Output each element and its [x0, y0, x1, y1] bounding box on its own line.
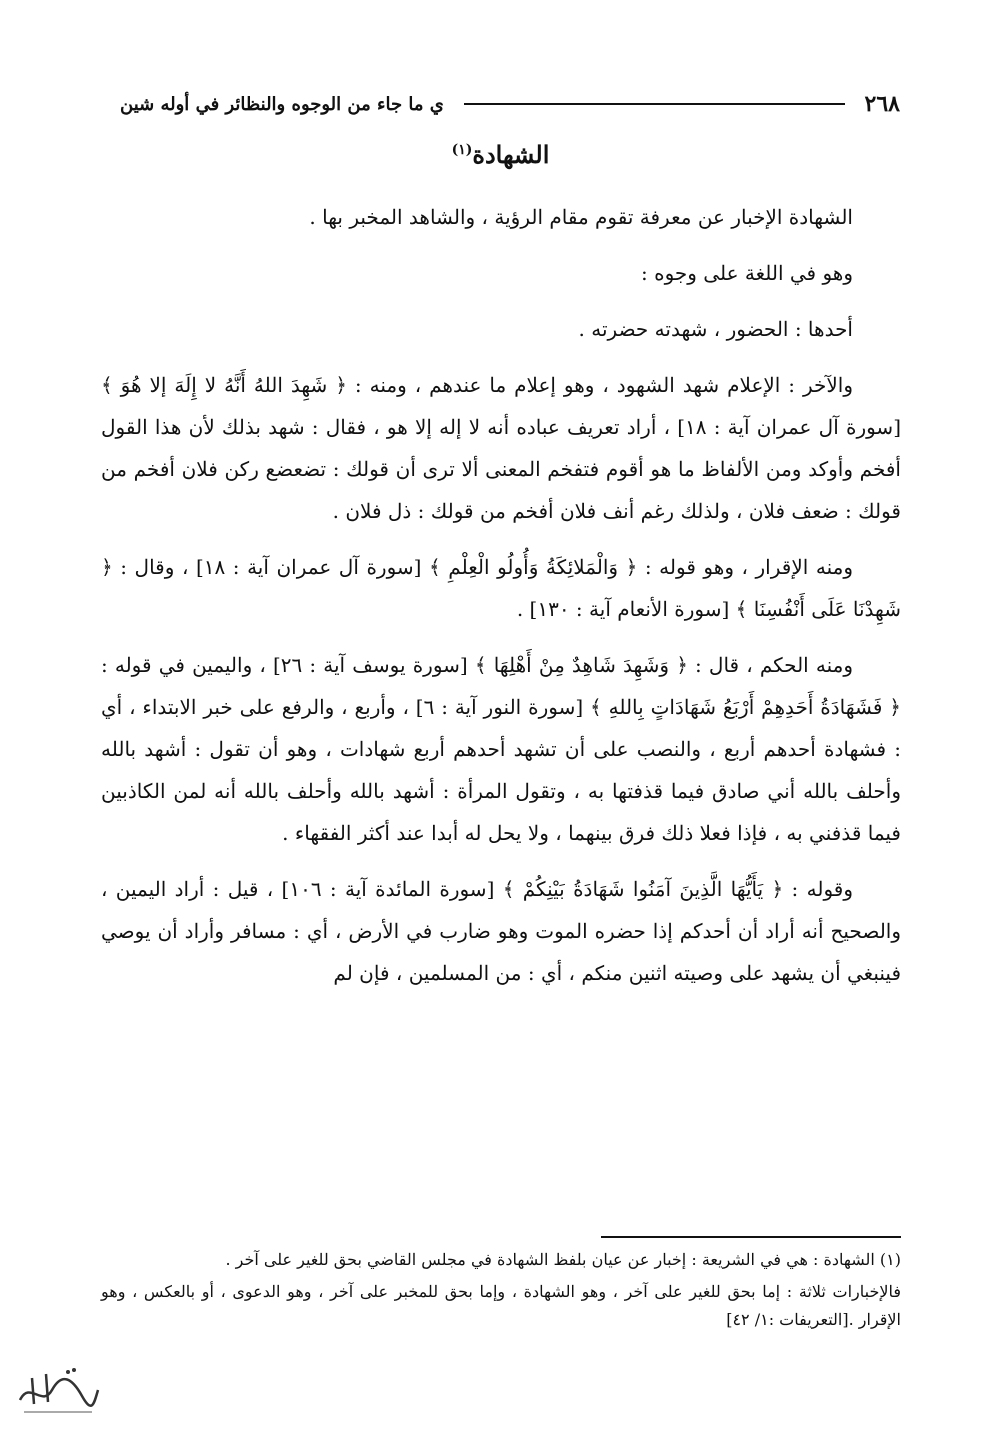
footnote-marker: (١): [451, 142, 473, 158]
page-header: [120, 84, 900, 124]
paragraph-verse-maidah: وقوله : ﴿ يَأَيُّهَا الَّذِينَ آمَنُوا شَهَادَةُ بَيْنِكُمْ ﴾ [سورة المائدة آية : ١٠٦] ، قيل : أراد اليمين ، والصحيح أنه أراد أن أحدكم إذا حضره الموت وهو ضارب في الأرض ، أي : مسافر وأراد أن يوصي فينبغي أن يشهد على وصيته اثنين منكم ، أي : من المسلمين ، فإن لم: [101, 877, 901, 985]
paragraph-meaning-informing: والآخر : الإعلام شهد الشهود ، وهو إعلام ما عندهم ، ومنه : ﴿ شَهِدَ اللهُ أَنَّهُ لا إِلَهَ إلا هُوَ ﴾ [سورة آل عمران آية : ١٨] ، أراد تعريف عباده أنه لا إله إلا هو ، فقال : شهد بذلك لأن هذا القول أفخم وأوكد ومن الألفاظ ما هو أقوم فتفخم المعنى ألا ترى أن قولك : تضعضع ركن فلان أفخم من قولك : ضعف فلان ، ولذلك رغم أنف فلان أفخم من قولك : ذل فلان .: [101, 373, 901, 523]
footnote-divider: [601, 1236, 901, 1238]
footnotes: [101, 1246, 901, 1338]
paragraph-meanings-intro: وهو في اللغة على وجوه :: [641, 261, 853, 285]
section-title: [0, 140, 1001, 169]
paragraph-meaning-presence: أحدها : الحضور ، شهدته حضرته .: [578, 317, 853, 341]
logo-graphic: [12, 1360, 102, 1420]
paragraph-meaning-judgment: ومنه الحكم ، قال : ﴿ وَشَهِدَ شَاهِدٌ مِنْ أَهْلِهَا ﴾ [سورة يوسف آية : ٢٦] ، واليمين في قوله : ﴿ فَشَهَادَةُ أَحَدِهِمْ أَرْبَعُ شَهَادَاتٍ بِاللهِ ﴾ [سورة النور آية : ٦] ، وأربع ، والرفع على خبر الابتداء ، أي : فشهادة أحدهم أربع ، والنصب على أن تشهد أحدهم أربع شهادات ، وهو أن تقول : أشهد بالله وأحلف بالله أني صادق فيما قذفتها به ، وتقول المرأة : أشهد بالله وأحلف بالله أنه لمن الكاذبين فيما قذفني به ، فإذا فعلا ذلك فرق بينهما ، ولا يحل له أبدا عند أكثر الفقهاء .: [101, 653, 901, 845]
header-rule: [464, 103, 845, 105]
running-title: ي ما جاء من الوجوه والنظائر في أوله شين: [120, 93, 444, 115]
paragraph-definition: الشهادة الإخبار عن معرفة تقوم مقام الرؤية ، والشاهد المخبر بها .: [309, 205, 853, 229]
page-number: ٢٦٨: [864, 91, 900, 117]
calligraphy-logo-icon: [12, 1360, 102, 1420]
footnote-1-continued: فالإخبارات ثلاثة : إما بحق للغير على آخر ، وهو الشهادة ، وإما بحق للمخبر على آخر ، وهو الدعوى ، أو بالعكس ، وهو الإقرار .[التعريفات :١/ ٤٢]: [101, 1282, 901, 1329]
paragraph-meaning-acknowledgment: ومنه الإقرار ، وهو قوله : ﴿ وَالْمَلائِكَةُ وَأُولُو الْعِلْمِ ﴾ [سورة آل عمران آية : ١٨] ، وقال : ﴿ شَهِدْنَا عَلَى أَنْفُسِنَا ﴾ [سورة الأنعام آية : ١٣٠] .: [101, 555, 901, 621]
section-title-text: الشهادة: [472, 140, 550, 169]
footnote-1: (١) الشهادة : هي في الشريعة : إخبار عن عيان بلفظ الشهادة في مجلس القاضي بحق للغير على آخر .: [225, 1250, 901, 1269]
body-text: [101, 196, 901, 1008]
